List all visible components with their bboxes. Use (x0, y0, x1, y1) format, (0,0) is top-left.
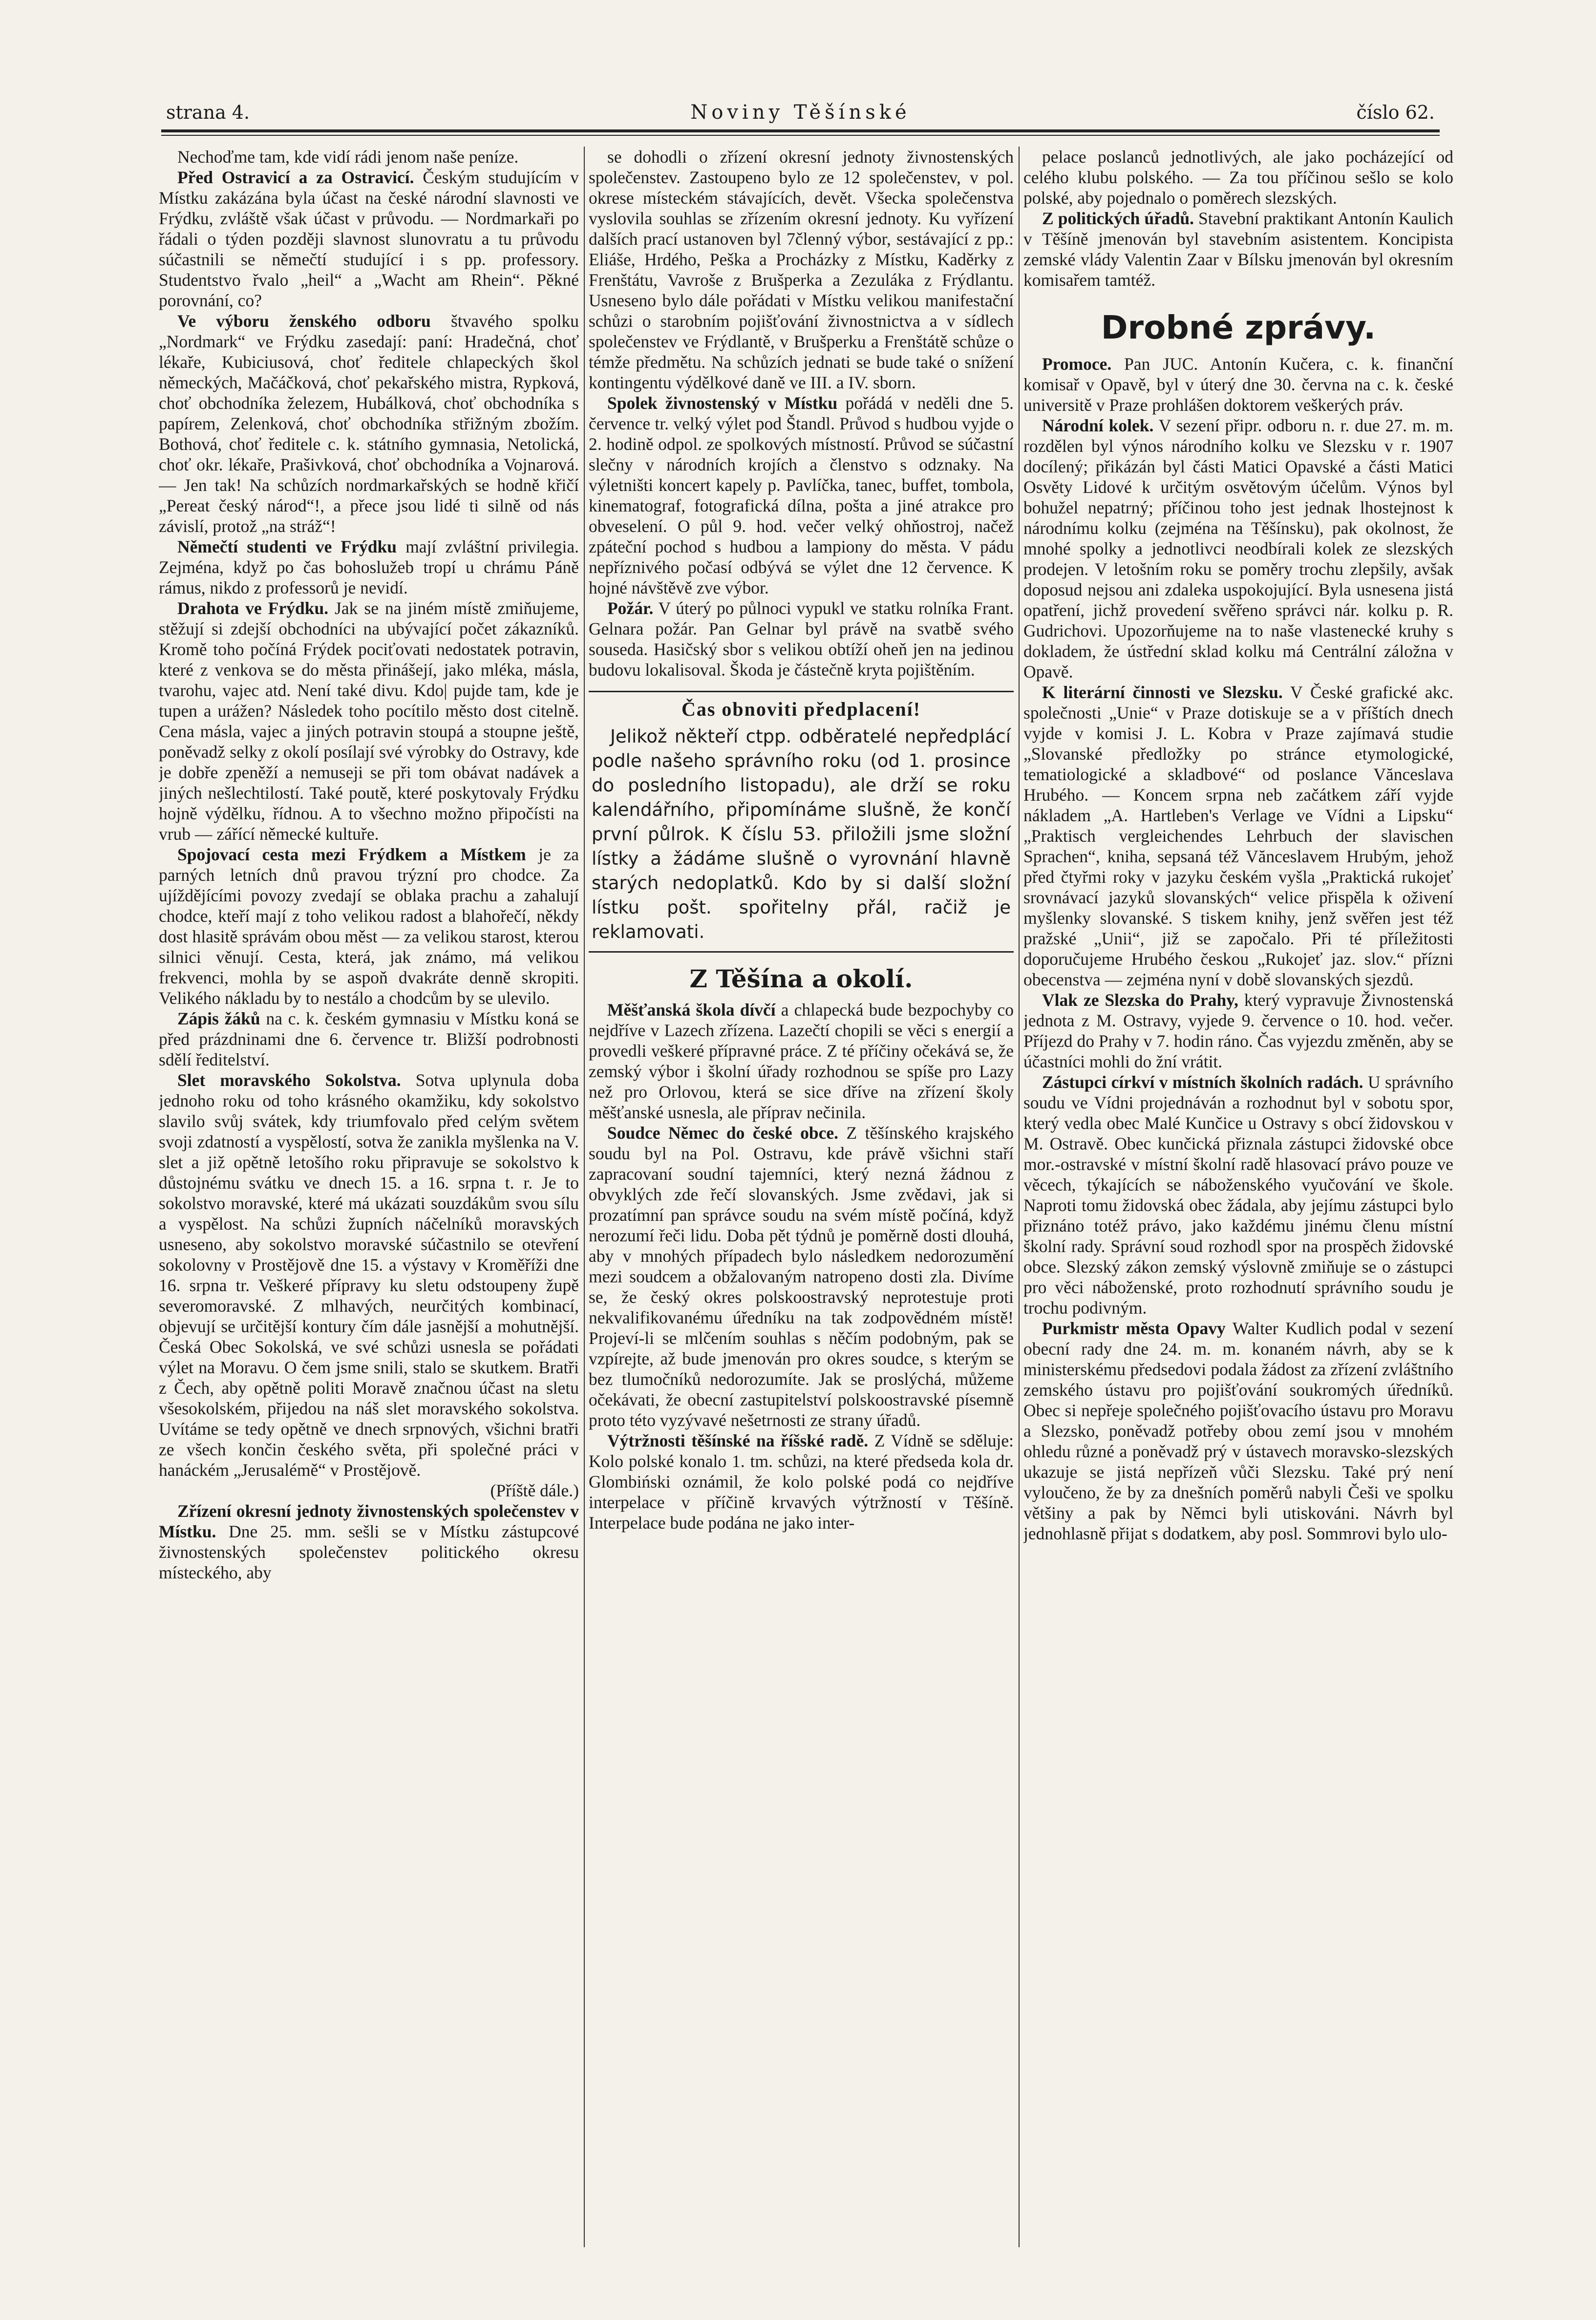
article-paragraph (589, 1000, 1014, 1123)
article-text: mají zvláštní privilegia. Zejména, když po čas bohoslužeb tropí u chrámu Páně rámus, nikdo z professorů je nevidí. (159, 537, 579, 597)
page-header (166, 98, 1435, 127)
article-text: U správního soudu ve Vídni projednáván a rozhodnut byl v sobotu spor, který vedla obec Malé Kunčice u Ostravy s obcí židovskou v M. Ostravě. Obec kunčická přiznala zástupci židovské obce mor.-ostravské v místní školní radě hlasovací právo pouze ve věcech, týkajících se náboženského vyučování ve škole. Naproti tomu židovská obec žádala, aby jejímu zástupci bylo přiznáno totéž právo, jako každému jinému členu místní školní rady. Správní soud rozhodl spor na prospěch židovské obce. Slezský zákon zemský výslovně zmiňuje se o zástupci pro věci náboženské, proto rozhodnutí správního soudu je trochu podivným. (1023, 1072, 1453, 1318)
article-paragraph (589, 1430, 1014, 1533)
article-paragraph (1023, 208, 1453, 290)
notice-text: Jelikož někteří ctpp. odběratelé nepředplácí podle našeho správního roku (od 1. prosince do posledního listopadu), ale drží se roku kalendářního, připomínáme slušně, že končí první půlrok. K číslu 53. přiložili jsme složní lístky a žádáme slušně o vyrovnání hlavně starých nedoplatků. Kdo by si další složní lístku pošt. spořitelny přál, račiž je reklamovati. (592, 726, 1011, 942)
article-headline: Zápis žáků (177, 1009, 260, 1028)
article-text: Z těšínského krajského soudu byl na Pol. Ostravu, kde právě všichni staří zapracovaní soudní tajemníci, který nezná žádnou z obvyklých zde řečí slovanských. Jsme zvědavi, jak si prozatímní pan správce soudu na svém místě počíná, když nerozumí řeči lidu. Doba pět týdnů je poměrně dosti dlouhá, aby v mnohých případech bylo následkem nedorozumění mezi soudcem a obžalovaným natropeno dosti zla. Divíme se, že český okres polskoostravský neprotestuje proti nekvalifikovanému úředníku na tak zodpovědném místě! Projeví-li se mlčením souhlas s něčím podobným, pak se vzpírejte, až bude jmenován pro okres soudce, s kterým se bez tlumočníků nedorozumíte. Jak se proslýchá, můžeme očekávati, že obecní zastupitelství polskoostravské písemně proto této vyzývavé nešetrnosti ze strany úřadů. (589, 1123, 1014, 1430)
section-title-drobne: Drobné zprávy. (1101, 309, 1376, 346)
article-paragraph (1023, 1072, 1453, 1318)
article-text: V České grafické akc. společnosti „Unie“ v Praze dotiskuje se a v příštích dnech vyjde v komisi J. L. Kobra v Praze zajímavá studie „Slovanské předložky po stránce etymologické, tematiologické a skladbové“ od poslance Vănceslava Hrubého. — Koncem srpna neb začátkem září vyjde nákladem „A. Hartleben's Verlage ve Vídni a Lipsku“ „Praktisch vergleichendes Lehrbuch der slavischen Sprachen“, kniha, sepsaná též Vănceslavem Hrubým, jehož před čtyřmi roky v jazyku českém vyšla „Praktická rukojeť srovnávací jazyků slovanských“ velice přispěla k oživení myšlenky slovanské. S tiskem knihy, jenž svěřen jest též pražské „Unii“, již se započalo. Při té příležitosti doporučujeme Hrubého českou „Rukojeť jaz. slov.“ přízni obecenstva — zejména nyní v době slovanských sjezdů. (1023, 682, 1453, 989)
article-headline: Zástupci církví v místních školních radách. (1042, 1072, 1363, 1092)
issue-number: číslo 62. (1356, 102, 1435, 123)
section-title-tesin: Z Těšína a okolí. (689, 964, 913, 993)
column-divider (584, 147, 585, 2247)
article-paragraph (1023, 147, 1453, 208)
article-text: V sezení připr. odboru n. r. due 27. m. m. rozdělen byl výnos národního kolku ve Slezsku v r. 1907 docílený; přikázán byl části Matici Opavské a části Matici Osvěty Lidové k určitým osvětovým účelům. Výnos byl bohužel nepatrný; příčinou toho jest jednak lhostejnost k národnímu kolku (zejména na Těšínsku), pak okolnost, že mnohé spolky a jednotlivci neodbírali kolek ze slezských prodejen. V letošním roku se poměry trochu zlepšily, avšak doposud nejsou ani zdaleka uspokojující. Byla usnesena jistá opatření, jichž provedení svěřeno správci nár. kolku p. R. Gudrichovi. Upozorňujeme na to naše vlastenecké kruhy s dokladem, že ústřední sklad kolku má Centrální záložna v Opavě. (1023, 416, 1453, 681)
article-paragraph (159, 1480, 579, 1501)
header-rule-thin (161, 135, 1440, 136)
article-text: Českým studujícím v Místku zakázána byla účast na české národní slavnosti ve Frýdku, zvláště však účast v průvodu. — Nordmarkaři po řádali o týden později slavnost slunovratu a tu průvodu súčastnili se němečtí studující i s pp. professory. Studentstvo řvalo „heil“ a „Wacht am Rhein“. Pěkné porovnání, co? (159, 168, 579, 310)
article-paragraph (159, 536, 579, 598)
subscription-notice (589, 691, 1014, 953)
notice-title: Čas obnoviti předplacení! (681, 698, 921, 720)
article-paragraph (1023, 682, 1453, 990)
article-text: Pan JUC. Antonín Kučera, c. k. finanční komisař v Opavě, byl v úterý dne 30. června na c. k. české universitě v Praze prohlášen doktorem veškerých práv. (1023, 354, 1453, 415)
article-headline: Spojovací cesta mezi Frýdkem a Místkem (177, 845, 526, 864)
article-paragraph (1023, 354, 1453, 415)
article-headline: Promoce. (1042, 354, 1112, 374)
article-paragraph (589, 393, 1014, 598)
column-right (1023, 147, 1453, 2247)
article-text: Nechoďme tam, kde vidí rádi jenom naše peníze. (177, 147, 519, 167)
article-paragraph (1023, 415, 1453, 682)
article-paragraph (589, 598, 1014, 680)
article-headline: Zřízení okresní jednoty živnostenských společenstev v Místku. (159, 1501, 579, 1541)
article-text: V úterý po půlnoci vypukl ve statku rolníka Frant. Gelnara požár. Pan Gelnar byl právě na svatbě svého souseda. Hasičský sbor s velikou obtíží oheň jen na jedinou budovu lokalisoval. Škoda je částečně kryta pojištěním. (589, 598, 1014, 680)
article-headline: Výtržnosti těšínské na říšské radě. (607, 1431, 869, 1450)
article-text: Jak se na jiném místě zmiňujeme, stěžují si zdejší obchodníci na ubývající počet zákazníků. Kromě toho počíná Frýdek pociťovati nedostatek potravin, které z venkova se do města přinášejí, jako mléka, másla, tvarohu, vajec atd. Není také divu. Kdo| pujde tam, kde je tupen a urážen? Následek toho pocítilo město dost citelně. Cena másla, vajec a jiných potravin stoupá a stoupne ještě, poněvadž selky z okolí posílají své výrobky do Ostravy, kde je dobře zpeněží a nemuseji se při tom obávat nadávek a jiných nešlechtilostí. Také poutě, které poskytovaly Frýdku hojně výdělku, řídnou. A to všechno možno připočísti na vrub — zářící německé kultuře. (159, 598, 579, 844)
column-right-articles (1023, 147, 1453, 290)
article-text: Z Vídně se sděluje: Kolo polské konalo 1. tm. schůzi, na které předseda kola dr. Glombiński oznámil, že kolo polské podá co nejdříve interpelace v příčině krvavých výtržností v Těšíně. Interpelace bude podána ne jako inter- (589, 1431, 1014, 1532)
article-headline: Němečtí studenti ve Frýdku (177, 537, 397, 556)
article-paragraph (159, 1501, 579, 1583)
column-middle-articles (589, 147, 1014, 680)
article-headline: Ve výboru ženského odboru (177, 311, 431, 331)
article-text: je za parných letních dnů pravou trýzní pro chodce. Za ujíždějícími povozy zvedají se oblaka prachu a zahalují chodce, kteří mají z toho velikou radost a blahořečí, někdy dost hlasitě správám obou měst — za velikou starost, kterou silnici věnují. Cesta, která, jak známo, má velikou frekvenci, mohla by se aspoň dvakráte denně skropiti. Velikého nákladu by to nestálo a chodcům by se ulevilo. (159, 845, 579, 1008)
article-headline: Slet moravského Sokolstva. (177, 1070, 401, 1090)
article-headline: Soudce Němec do české obce. (607, 1123, 839, 1143)
article-headline: Drahota ve Frýdku. (177, 598, 329, 618)
article-text: na c. k. českém gymnasiu v Místku koná se před prázdninami dne 6. července tr. Bližší podrobnosti sdělí ředitelství. (159, 1009, 579, 1069)
article-headline: Spolek živnostenský v Místku (607, 393, 838, 413)
article-paragraph (159, 147, 579, 167)
column-middle-articles-tesin (589, 1000, 1014, 1533)
article-text: pořádá v neděli dne 5. července tr. velký výlet pod Štandl. Průvod s hudbou vyjde o 2. hodině odpol. ze spolkových místností. Průvod se súčastní slečny v národních krojích a členstvo s odznaky. Na výletništi koncert kapely p. Pavlíčka, tanec, buffet, tombola, kinematograf, fotografická dílna, pošta a jiné atrakce pro obveselení. O půl 9. hod. večer velký ohňostroj, načež zpáteční pochod s hudbou a lampiony do města. V pádu nepříznivého počasí odbývá se výlet dne 12 července. K hojné návštěvě zve výbor. (589, 393, 1014, 597)
article-text: Walter Kudlich podal v sezení obecní rady dne 24. m. m. konaném návrh, aby se k ministerskému předsedovi podala žádost za zřízení zvláštního zemského ústavu pro pojišťování soukromých úředníků. Obec si nepřeje společného pojišťovacího ústavu pro Moravu a Slezsko, poněvadž potřeby obou zemí jsou v mnohém ohledu různé a poněvadž prý v ústavech moravsko-slezských ukazuje se jistá nepřízeň vůči Slezsku. Také prý není vyloučeno, že by za dnešních poměrů nabyli Češi ve spolku většiny a pak by Němci byli utiskováni. Návrh byl jednohlasně přijat s dodatkem, aby posl. Sommrovi bylo ulo- (1023, 1319, 1453, 1543)
article-text: Stavební praktikant Antonín Kaulich v Těšíně jmenován byl stavebním asistentem. Koncipista zemské vlády Valentin Zaar v Bílsku jmenován byl okresním komisařem tamtéž. (1023, 209, 1453, 290)
column-divider (1019, 147, 1020, 2247)
article-headline: Národní kolek. (1042, 416, 1154, 435)
article-headline: Před Ostravicí a za Ostravicí. (177, 168, 414, 187)
article-text: pelace poslanců jednotlivých, ale jako pocházející od celého klubu polského. — Za tou příčinou sešlo se kolo polské, aby pojednalo o poměrech slezských. (1023, 147, 1453, 208)
article-paragraph (159, 598, 579, 844)
page-number: strana 4. (166, 102, 250, 123)
article-headline: Měšťanská škola dívčí (607, 1000, 776, 1020)
article-paragraph (589, 1123, 1014, 1430)
article-text: (Příště dále.) (490, 1481, 579, 1500)
article-paragraph (1023, 990, 1453, 1072)
article-headline: Z politických úřadů. (1042, 209, 1194, 228)
masthead-title: Noviny Těšínské (690, 101, 911, 124)
article-text: Dne 25. mm. sešli se v Místku zástupcové živnostenských společenstev politického okresu místeckého, aby (159, 1522, 579, 1582)
article-text: štvavého spolku „Nordmark“ ve Frýdku zasedají: paní: Hradečná, choť lékaře, Kubiciusová, choť ředitele chlapeckých škol německých, Mačáčková, choť pekařského mistra, Rypková, choť obchodníka železem, Hubálková, choť obchodníka s papírem, Zelenková, choť obchodníka střižným zbožím. Bothová, choť ředitele c. k. státního gymnasia, Netolická, choť okr. lékaře, Prašivková, choť obchodníka a Vojnarová. — Jen tak! Na schůzích nordmarkařských se hodně křičí „Pereat český národ“!, a přece jsou lidé ti silně od nás závislí, protož „na stráž“! (159, 311, 579, 536)
article-paragraph (589, 147, 1014, 393)
article-headline: K literární činnosti ve Slezsku. (1042, 682, 1283, 702)
article-headline: Požár. (607, 598, 654, 618)
article-paragraph (159, 311, 579, 536)
article-paragraph (159, 844, 579, 1008)
article-paragraph (159, 167, 579, 311)
article-text: Sotva uplynula doba jednoho roku od toho krásného okamžiku, kdy sokolstvo slavilo svůj svátek, kdy triumfovalo před celým světem svoji zdatností a vyspělostí, sotva že zanikla myšlenka na V. slet a již opětně letošího roku připravuje se sokolstvo k důstojnému svátku ve dnech 15. a 16. srpna t. r. Je to sokolstvo moravské, které má ukázati souzdákům svou sílu a vyspělost. Na schůzi župních náčelníků moravských usneseno, aby sokolstvo moravské súčastnilo se otevření sokolovny v Prostějově dne 15. a výstavy v Kroměříži dne 16. srpna tr. Veškeré přípravy ku sletu odstoupeny župě severomoravské. Z mlhavých, neurčitých kombinací, objevují se určitější kontury čím dále jasnější a mohutnější. Česká Obec Sokolská, ve své schůzi usnesla se pořádati výlet na Moravu. O čem jsme snili, stalo se skutkem. Bratři z Čech, aby opětně politi Moravě značnou účast na sletu všesokolském, přijedou na náš slet moravského sokolstva. Uvítáme se tedy opětně ve dnech srpnových, všichni bratři ze všech končin českého světa, při společné práci v hanáckém „Jerusalémě“ v Prostějově. (159, 1070, 579, 1480)
article-text: a chlapecká bude bezpochyby co nejdříve v Lazech zřízena. Lazečtí chopili se věci s energií a provedli veškeré přípravné práce. Z té příčiny očekává se, že zemský výbor i školní úřady rozhodnou se spíše pro Lazy než pro Orlovou, která se sice dříve na zřízení školy měšťanské usnesla, ale příprav nečinila. (589, 1000, 1014, 1122)
article-paragraph (159, 1070, 579, 1480)
header-rule (161, 129, 1440, 132)
article-headline: Vlak ze Slezska do Prahy, (1042, 990, 1238, 1010)
column-right-articles-drobne (1023, 354, 1453, 1544)
article-paragraph (1023, 1318, 1453, 1544)
article-paragraph (159, 1008, 579, 1070)
column-left (159, 147, 579, 2247)
article-headline: Purkmistr města Opavy (1042, 1319, 1226, 1338)
article-text: se dohodli o zřízení okresní jednoty živnostenských společenstev. Zastoupeno bylo ze 12 společenstev, v pol. okrese místeckém stávajících, devět. Všecka společenstva vyslovila souhlas se zřízením okresní jednoty. Ku vyřízení dalších prací ustanoven byl 7členný výbor, sestávající z pp.: Eliáše, Hrdého, Peška a Procházky z Místku, Kaděrky z Frenštátu, Vavroše z Brušperka a Zezuláka z Frýdlantu. Usneseno bylo dále pořádati v Místku velikou manifestační schůzi o starobním pojišťování živnostnictva a v sídlech společenstev ve Frýdlantě, v Brušperku a Frenštátě schůze o témže předmětu. Na schůzích jednati se bude také o snížení kontingentu výdělkové daně ve III. a IV. sborn. (589, 147, 1014, 392)
article-text: který vypravuje Živnostenská jednota z M. Ostravy, vyjede 9. července o 10. hod. večer. Příjezd do Prahy v 7. hodin ráno. Čas vyjezdu změněn, aby se účastníci mohli do žní vrátit. (1023, 990, 1453, 1071)
column-middle (589, 147, 1014, 2247)
column-left-articles (159, 147, 579, 1583)
